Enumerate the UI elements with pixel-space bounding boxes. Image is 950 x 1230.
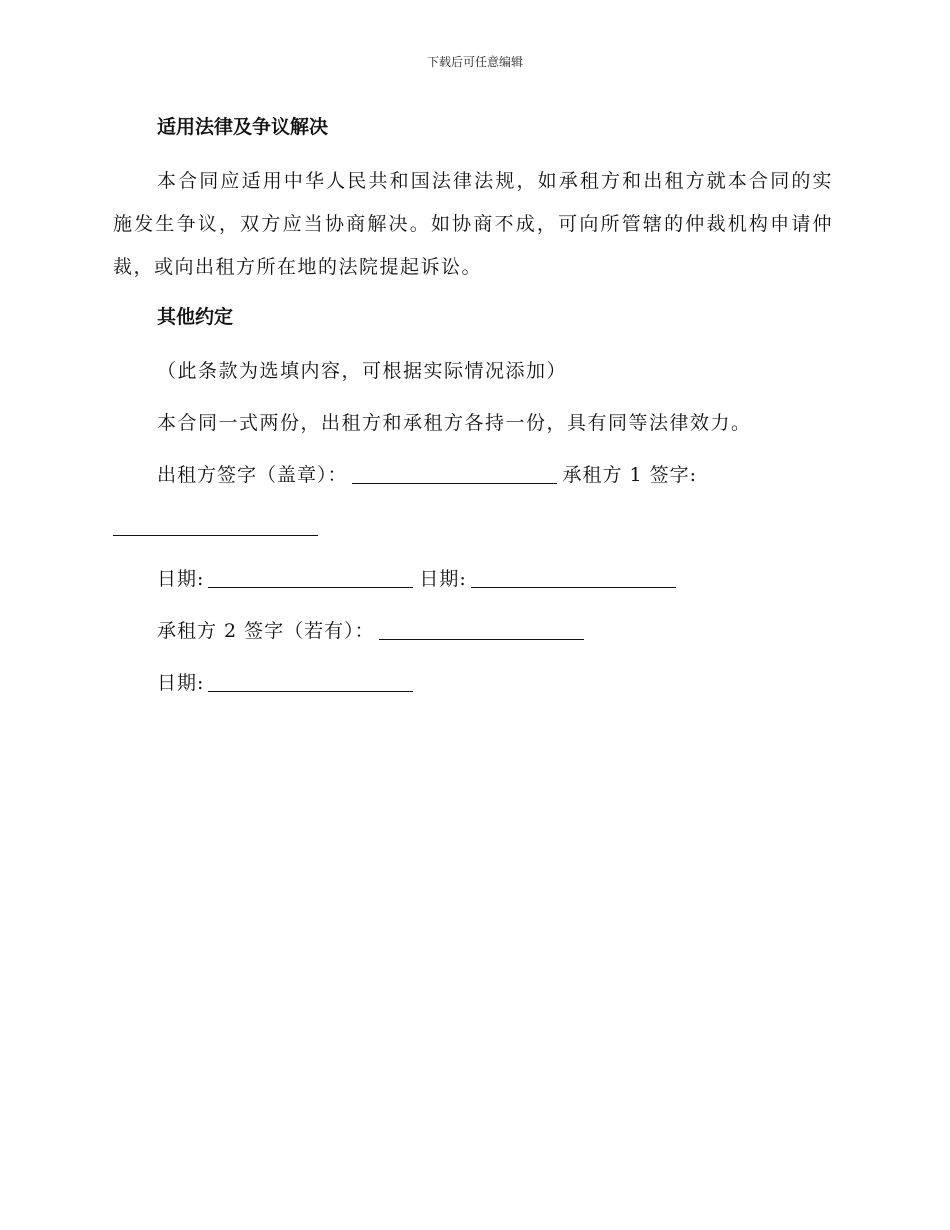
section-heading-law: 适用法律及争议解决 (157, 116, 329, 138)
date-label-tenant1: 日期: (419, 568, 467, 590)
date-field-tenant1[interactable] (471, 586, 676, 588)
lessor-sign-label: 出租方签字（盖章）： (157, 464, 348, 486)
tenant2-sign-label: 承租方 2 签字（若有）： (157, 620, 375, 642)
tenant1-sign-label: 承租方 1 签字: (562, 464, 698, 486)
section-heading-other: 其他约定 (157, 306, 234, 328)
page-header: 下载后可任意编辑 (426, 55, 523, 69)
date-row-1 (113, 558, 833, 601)
signature-row-lessor (113, 454, 833, 497)
signature-row-tenant1-blank (113, 506, 833, 549)
lessor-sign-field[interactable] (352, 482, 557, 484)
date-label-lessor: 日期: (157, 568, 205, 590)
tenant2-sign-field[interactable] (379, 638, 584, 640)
signature-row-tenant2 (113, 610, 833, 653)
date-label-tenant2: 日期: (157, 672, 205, 694)
paragraph-copies: 本合同一式两份，出租方和承租方各持一份，具有同等法律效力。 (157, 412, 752, 434)
paragraph-dispute: 本合同应适用中华人民共和国法律法规，如承租方和出租方就本合同的实施发生争议，双方应当协商解决。如协商不成，可向所管辖的仲裁机构申请仲裁，或向出租方所在地的法院提起诉讼。 (113, 170, 833, 278)
date-row-2 (113, 662, 833, 705)
date-field-tenant2[interactable] (208, 690, 413, 692)
paragraph-optional-note: （此条款为选填内容，可根据实际情况添加） (157, 360, 568, 382)
tenant1-sign-field[interactable] (113, 534, 318, 536)
date-field-lessor[interactable] (208, 586, 413, 588)
document-body (113, 108, 833, 714)
